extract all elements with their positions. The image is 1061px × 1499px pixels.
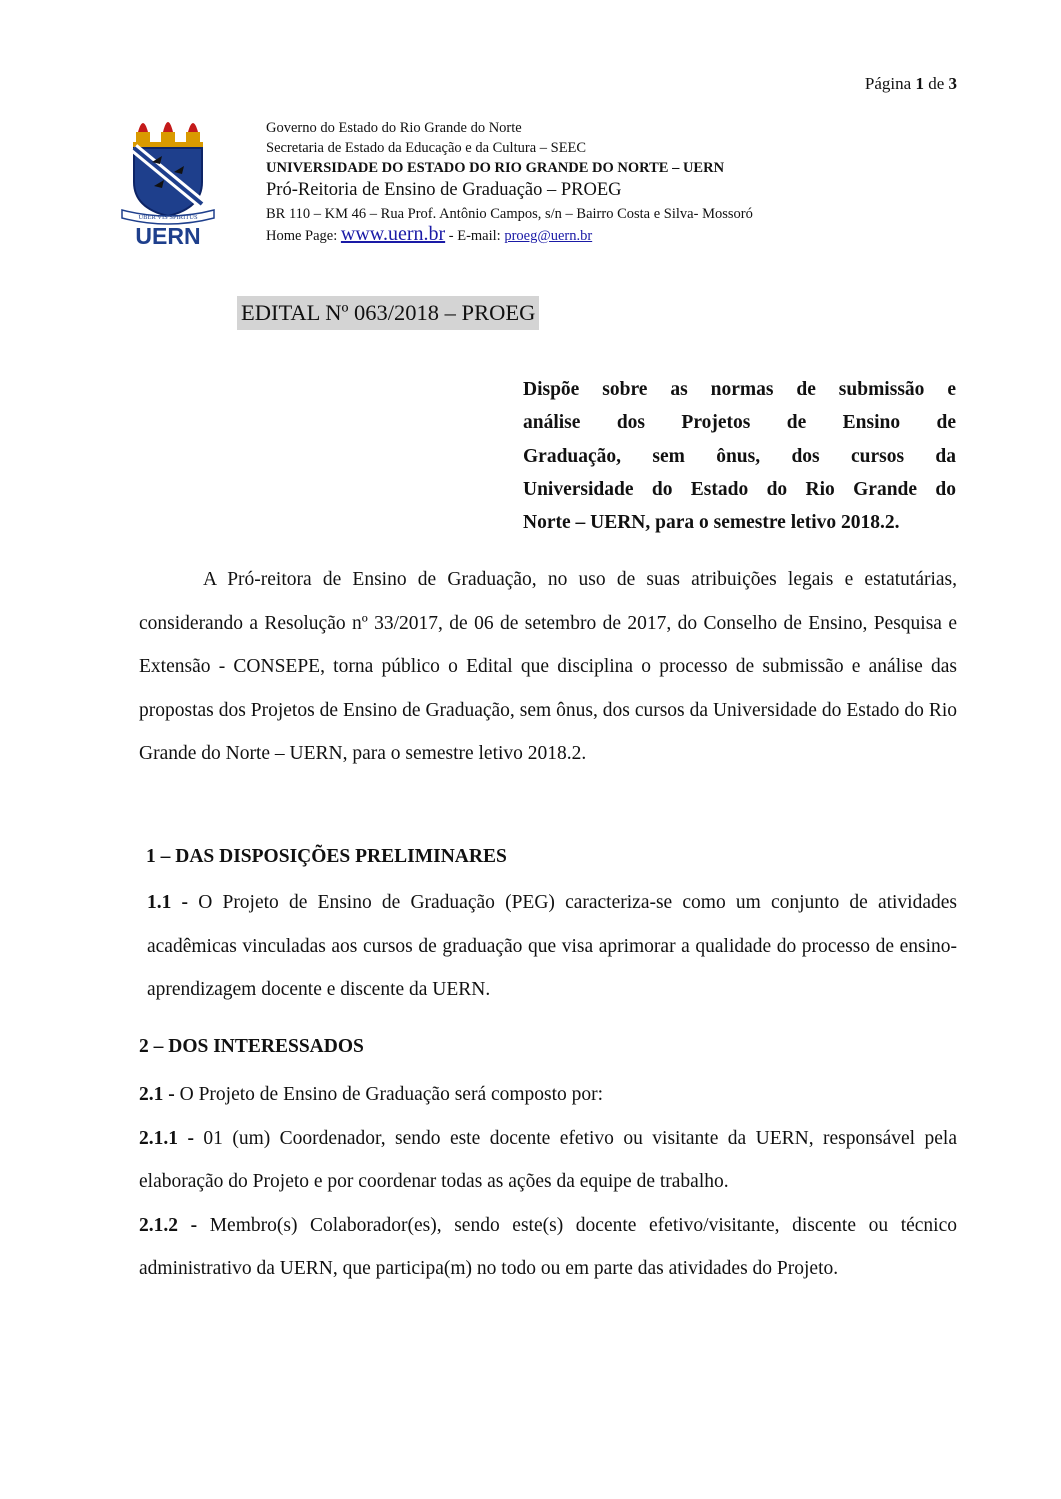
ementa-line: Graduação, sem ônus, dos cursos da [523,445,956,467]
ementa [523,373,956,539]
list-item [139,1117,957,1204]
secretaria-line: Secretaria de Estado da Educação e da Cultura – SEEC [266,140,587,156]
list-item [139,1073,957,1117]
contact-line [266,224,986,246]
item-text: Membro(s) Colaborador(es), sendo este(s) docente efetivo/visitante, discente ou técnico administrativo da UERN, que participa(m) no todo ou em parte das atividades do Projeto. [139,1214,957,1279]
item-text: O Projeto de Ensino de Graduação (PEG) caracteriza-se como um conjunto de atividades acadêmicas vinculadas aos cursos de graduação que visa aprimorar a qualidade do processo de ensino-aprendizagem docente e discente da UERN. [147,892,958,1000]
logo-motto: UBER VIS SPIRITUS [138,214,198,221]
page-label: Página [864,74,912,93]
page-of: de [928,74,945,93]
item-number: 1.1 - [147,892,189,913]
ementa-line: Norte – UERN, para o semestre letivo 2018.2. [523,512,900,534]
logo-text: UERN [135,223,201,248]
item-text: O Projeto de Ensino de Graduação será composto por: [179,1084,604,1105]
item-number: 2.1 - [139,1084,175,1105]
email-label: - E-mail: [448,228,501,244]
section-1-heading: 1 – DAS DISPOSIÇÕES PRELIMINARES [146,846,507,867]
ementa-line: Universidade do Estado do Rio Grande do [523,478,956,500]
item-text: 01 (um) Coordenador, sendo este docente efetivo ou visitante da UERN, responsável pela elaboração do Projeto e por coordenar todas as ações da equipe de trabalho. [139,1127,958,1192]
ementa-line: análise dos Projetos de Ensino de [523,412,956,434]
page-total: 3 [948,74,957,93]
address-line: BR 110 – KM 46 – Rua Prof. Antônio Campos, s/n – Bairro Costa e Silva- Mossoró [266,206,753,222]
edital-title: EDITAL Nº 063/2018 – PROEG [237,296,539,330]
section-2-heading: 2 – DOS INTERESSADOS [139,1036,364,1057]
list-item [139,1204,957,1291]
page-current: 1 [915,74,924,93]
proreitoria-line: Pró-Reitoria de Ensino de Graduação – PROEG [266,180,622,200]
uern-logo [118,112,218,248]
email-link[interactable]: proeg@uern.br [504,228,593,244]
page-number [865,74,957,94]
university-line: UNIVERSIDADE DO ESTADO DO RIO GRANDE DO NORTE – UERN [266,160,725,176]
torch-icons [133,122,203,147]
item-number: 2.1.2 - [139,1214,198,1236]
section-1-item-1-1 [147,881,957,1012]
home-page-label: Home Page: [266,228,338,244]
section-2-items [139,1073,957,1291]
intro-paragraph: A Pró-reitora de Ensino de Graduação, no uso de suas atribuições legais e estatutárias, considerando a Resolução nº 33/2017, de 06 de setembro de 2017, do Conselho de Ensino, Pesquisa e Extensão - CONSEPE, torna público o Edital que disciplina o processo de submissão e análise das propostas dos Projetos de Ensino de Graduação, sem ônus, dos cursos da Universidade do Estado do Rio Grande do Norte – UERN, para o semestre letivo 2018.2. [139,569,957,764]
ementa-line: Dispõe sobre as normas de submissão e [523,379,956,400]
institution-header [266,118,986,246]
gov-line: Governo do Estado do Rio Grande do Norte [266,120,522,136]
item-number: 2.1.1 - [139,1127,194,1149]
home-page-link[interactable]: www.uern.br [340,223,446,245]
